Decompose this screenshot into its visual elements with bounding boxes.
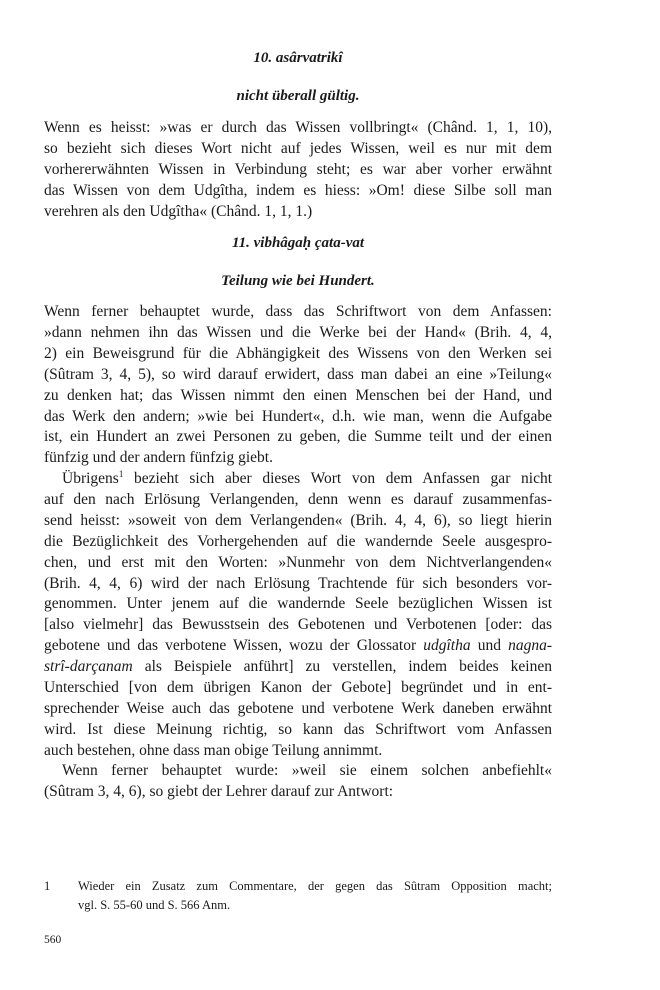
text-line: auch bestehen, ohne dass man obige Teilung annimmt. (44, 741, 383, 759)
text-line: Wenn ferner behauptet wurde, dass das Schriftwort von dem Anfassen: (44, 303, 552, 320)
section-11-subtitle: Teilung wie bei Hundert. (221, 273, 375, 289)
text-line: (Sûtram 3, 4, 5), so wird darauf erwidert, dass man dabei an eine »Teilung« (44, 365, 552, 383)
text-line: [also vielmehr] das Bewusstsein des Gebotenen und Verbotenen [oder: das (44, 616, 552, 634)
footnote-line: vgl. S. 55-60 und S. 566 Anm. (78, 898, 231, 912)
footnote-reference[interactable]: 1 (118, 469, 124, 479)
text-line: das Werk den andern; »wie bei Hundert«, d.h. wie man, wenn die Aufgabe (44, 407, 552, 425)
sanskrit-term: strî-darçanam (44, 658, 133, 676)
line-text: als Beispiele anführt] zu verstellen, indem beides keinen (132, 658, 552, 676)
page-number: 560 (44, 934, 62, 946)
section-10-subtitle: nicht überall gültig. (236, 88, 360, 104)
text-line (44, 469, 552, 490)
text-line: so bezieht sich dieses Wort nicht auf jedes Wissen, weil es nur mit dem (44, 139, 552, 157)
text-line (44, 657, 552, 678)
text-line: (Sûtram 3, 4, 6), so giebt der Lehrer darauf zur Antwort: (44, 782, 394, 800)
footnote-line: Wieder ein Zusatz zum Commentare, der gegen das Sûtram Opposition macht; (78, 879, 552, 893)
text-line: Unterschied [von dem übrigen Kanon der Gebote] begründet und in ent- (44, 679, 552, 697)
text-line: auf den nach Erlösung Verlangenden, denn wenn es darauf zusammenfas- (44, 490, 552, 508)
section-10-paragraph (44, 118, 552, 223)
section-11-paragraph-1 (44, 302, 552, 469)
text-line: das Wissen von dem Udgîtha, indem es hiess: »Om! diese Silbe soll man (44, 181, 552, 199)
text-line: verehren als den Udgîtha« (Chând. 1, 1, 1.) (44, 202, 313, 220)
section-11-paragraph-2 (44, 469, 552, 762)
text-line: wird. Ist diese Meinung richtig, so kann das Schriftwort vom Anfassen (44, 720, 552, 738)
text-line: chen, und erst mit den Worten: »Nunmehr von dem Nichtverlangenden« (44, 553, 552, 571)
line-rest: bezieht sich aber dieses Wort von dem Anfassen gar nicht (123, 470, 552, 487)
text-line (44, 636, 552, 657)
sanskrit-term: nagna- (508, 637, 552, 655)
footnote-number: 1 (44, 879, 51, 893)
text-line: »dann nehmen ihn das Wissen und die Werke bei der Hand« (Brih. 4, 4, (44, 323, 552, 341)
text-line: die Bezüglichkeit des Vorhergehenden auf die wandernde Seele ausgespro- (44, 532, 552, 550)
line-text: und (470, 637, 509, 655)
first-word: Übrigens (62, 470, 119, 487)
text-line: fünfzig und der andern fünfzig giebt. (44, 449, 273, 467)
section-11-title: 11. vibhâgaḥ çata-vat (231, 235, 365, 251)
text-line: (Brih. 4, 4, 6) wird der nach Erlösung Trachtende für sich besonders vor- (44, 574, 552, 592)
section-10-title: 10. asârvatrikî (253, 50, 343, 66)
text-line: sprechender Weise auch das gebotene und verbotene Werk daneben erwähnt (44, 699, 552, 717)
text-line: Wenn es heisst: »was er durch das Wissen vollbringt« (Chând. 1, 1, 10), (44, 119, 552, 136)
section-11-paragraph-3 (44, 761, 552, 803)
text-line: zu denken hat; das Wissen nimmt den einen Menschen bei der Hand, und (44, 386, 552, 404)
text-line: ist, ein Hundert an zwei Personen zu geben, die Summe teilt und der einen (44, 428, 552, 446)
text-line: send heisst: »soweit von dem Verlangenden« (Brih. 4, 4, 6), so liegt hierin (44, 511, 552, 529)
text-line: vorhererwähnten Wissen in Verbindung steht; es war aber vorher erwähnt (44, 160, 552, 178)
footnote-text (78, 877, 552, 915)
text-line: Wenn ferner behauptet wurde: »weil sie einem solchen anbefiehlt« (62, 762, 552, 779)
line-text: gebotene und das verbotene Wissen, wozu der Glossator (44, 637, 424, 655)
text-line: genommen. Unter jenem auf die wandernde Seele bezüglichen Wissen ist (44, 595, 552, 613)
text-line: 2) ein Beweisgrund für die Abhängigkeit des Wissens von den Werken sei (44, 344, 552, 362)
sanskrit-term: udgîtha (423, 637, 471, 655)
